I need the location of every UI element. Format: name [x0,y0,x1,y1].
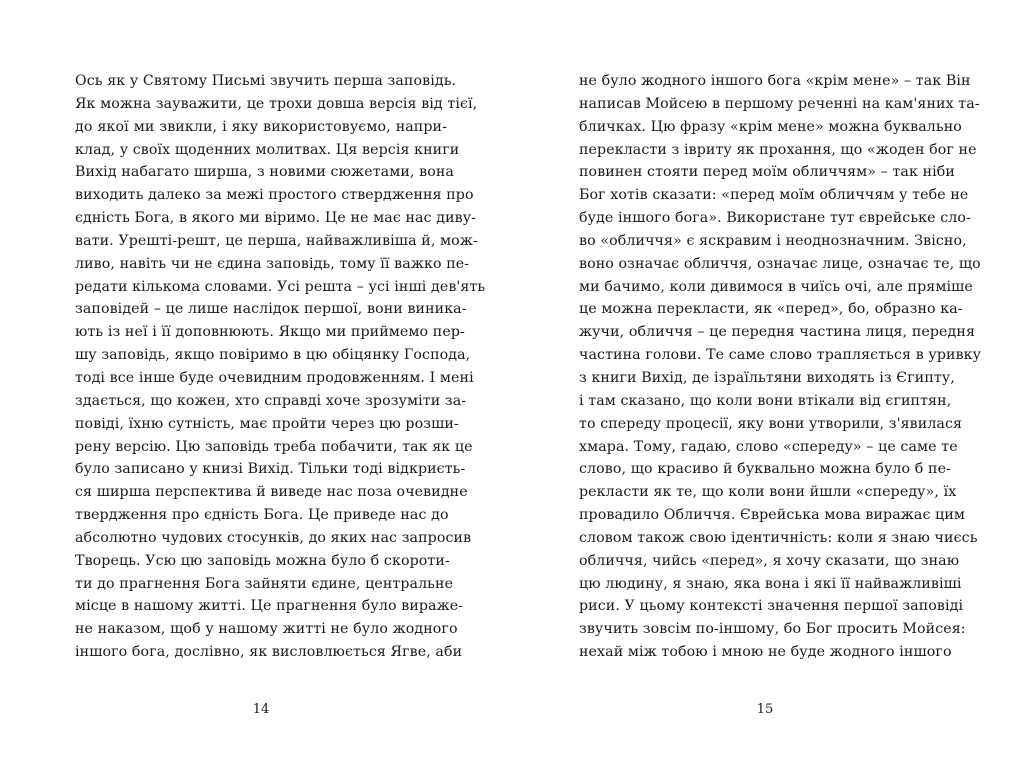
text-line: Як можна зауважити, це трохи довша версія від тієї, [75,95,478,112]
right-page-number: 15 [756,702,774,717]
text-line: твердження про єдність Бога. Це приведе нас до [75,507,449,524]
text-line: словом також свою ідентичність: коли я знаю чиєсь [579,529,978,546]
text-line: клад, у своїх щоденних молитвах. Ця версія книги [75,141,460,158]
text-line: виходить далеко за межі простого ствердження про [75,187,474,204]
text-line: буде іншого бога». Використане тут єврейське сло- [579,210,971,227]
text-line: не було жодного іншого бога «крім мене» – так Він [579,73,971,89]
text-line: здається, що кожен, хто справді хоче зрозуміти за- [75,392,467,409]
text-line: тоді все інше буде очевидним продовженням. І мені [75,369,474,386]
text-line: слово, що красиво й буквально можна було б пе- [579,461,951,478]
text-line: хмара. Тому, гадаю, слово «спереду» – це саме те [579,438,958,455]
text-line: бличках. Цю фразу «крім мене» можна буквально [579,118,962,135]
text-line: Творець. Усю цю заповідь можна було б скороти- [75,552,450,569]
text-line: не наказом, щоб у нашому житті не було жодного [75,621,458,638]
text-line: місце в нашому житті. Це прагнення було виражe- [75,598,464,615]
text-line: нехай між тобою і мною не буде жодного іншого [579,644,952,661]
text-line: рекласти як те, що коли вони йшли «спереду», їх [579,484,957,501]
text-line: то спереду процесії, яку вони утворили, з'явилася [579,415,963,432]
text-line: ють із неї і її доповнюють. Якщо ми приймемо пер- [75,324,465,341]
text-line: Ось як у Святому Письмі звучить перша заповідь. [75,73,457,89]
text-line: було записано у книзі Вихід. Тільки тоді відкриєть- [75,461,466,478]
text-line: і там сказано, що коли вони втікали від єгиптян, [579,392,952,409]
text-line: Вихід набагато ширша, з новими сюжетами, вона [75,164,454,181]
text-line: цю людину, я знаю, яка вона і які її найважливіші [579,575,962,592]
text-line: абсолютно чудових стосунків, до яких нас запросив [75,529,472,546]
text-line: провадило Обличчя. Єврейська мова виражає цим [579,507,966,524]
right-page-text [579,70,982,664]
text-line: воно означає обличчя, означає лице, означає те, що [579,255,981,272]
text-line: риси. У цьому контексті значення першої заповіді [579,598,964,615]
text-line: во «обличчя» є яскравим і неоднозначним. Звісно, [579,232,967,249]
text-line: обличчя, чийсь «перед», я хочу сказати, що знаю [579,552,960,569]
text-line: жучи, обличчя – це передня частина лиця, передня [579,324,975,341]
left-page-number: 14 [252,702,270,717]
text-line: повинен стояти перед моїм обличчям» – так ніби [579,164,955,181]
text-line: до якої ми звикли, і яку використовуємо, напри- [75,118,447,135]
text-line: ти до прагнення Бога зайняти єдине, центральне [75,575,454,592]
text-line: єдність Бога, в якого ми віримо. Це не має нас диву- [75,210,477,227]
left-page-text [75,70,486,664]
text-line: це можна перекласти, як «перед», бо, образно ка- [579,301,963,318]
text-line: іншого бога, дослівно, як висловлюється Ягве, аби [75,644,463,661]
text-line: з книги Вихід, де ізраїльтяни виходять із Єгипту, [579,369,955,386]
text-line: шу заповідь, якщо повіримо в цю обіцянку Господа, [75,347,471,364]
text-line: перекласти з івриту як прохання, що «жоден бог не [579,141,977,158]
text-line: ся ширша перспектива й виведе нас поза очевидне [75,484,468,501]
text-line: рену версію. Цю заповідь треба побачити, так як це [75,438,473,455]
text-line: написав Мойсею в першому реченні на кам'яних та- [579,95,980,112]
text-line: заповідей – це лише наслідок першої, вони виника- [75,301,467,318]
text-line: редати кількома словами. Усі решта – усі інші дев'ять [75,278,486,295]
text-line: звучить зовсім по-іншому, бо Бог просить Мойсея: [579,621,966,638]
text-line: Бог хотів сказати: «перед моїм обличчям у тебе не [579,187,969,204]
text-line: повіді, їхню сутність, має пройти через цю розши- [75,415,459,432]
text-line: ливо, навіть чи не єдина заповідь, тому її важко пе- [75,255,470,272]
text-line: частина голови. Те саме слово трапляється в уривку [579,347,982,364]
text-line: ми бачимо, коли дивимося в чиїсь очі, але пряміше [579,278,973,295]
text-line: вати. Урешті-решт, це перша, найважливіша й, мож- [75,232,478,249]
